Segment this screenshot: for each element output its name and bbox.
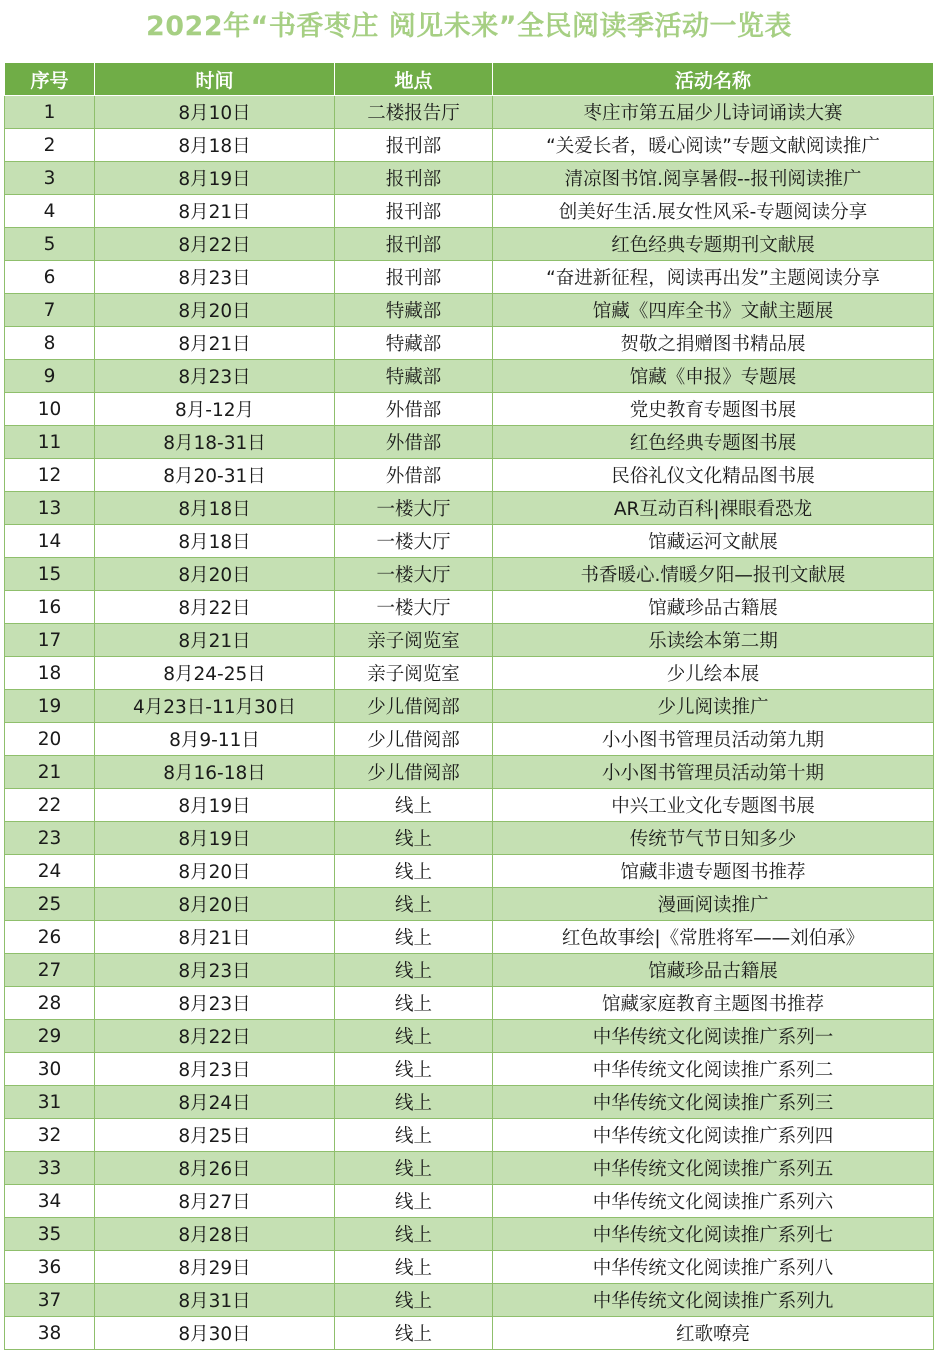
cell-activity: 中华传统文化阅读推广系列八 — [493, 1251, 934, 1284]
cell-date: 8月29日 — [95, 1251, 335, 1284]
cell-no: 12 — [5, 459, 95, 492]
cell-activity: AR互动百科|裸眼看恐龙 — [493, 492, 934, 525]
cell-location: 亲子阅览室 — [335, 624, 493, 657]
cell-no: 8 — [5, 327, 95, 360]
cell-activity: 小小图书管理员活动第十期 — [493, 756, 934, 789]
cell-no: 14 — [5, 525, 95, 558]
cell-no: 5 — [5, 228, 95, 261]
cell-location: 亲子阅览室 — [335, 657, 493, 690]
table-row — [5, 624, 934, 657]
cell-date: 8月21日 — [95, 327, 335, 360]
cell-activity: 民俗礼仪文化精品图书展 — [493, 459, 934, 492]
table-row — [5, 789, 934, 822]
table-row — [5, 1185, 934, 1218]
table-row — [5, 756, 934, 789]
cell-activity: 枣庄市第五届少儿诗词诵读大赛 — [493, 96, 934, 129]
cell-date: 8月22日 — [95, 228, 335, 261]
cell-no: 26 — [5, 921, 95, 954]
table-row — [5, 1152, 934, 1185]
cell-activity: 红色经典专题图书展 — [493, 426, 934, 459]
table-row — [5, 657, 934, 690]
cell-location: 报刊部 — [335, 129, 493, 162]
cell-date: 4月23日-11月30日 — [95, 690, 335, 723]
cell-date: 8月16-18日 — [95, 756, 335, 789]
table-row — [5, 459, 934, 492]
cell-activity: 中华传统文化阅读推广系列九 — [493, 1284, 934, 1317]
cell-location: 报刊部 — [335, 195, 493, 228]
cell-date: 8月23日 — [95, 261, 335, 294]
cell-no: 37 — [5, 1284, 95, 1317]
cell-location: 报刊部 — [335, 261, 493, 294]
cell-date: 8月18日 — [95, 492, 335, 525]
table-row — [5, 195, 934, 228]
table-row — [5, 1218, 934, 1251]
activity-schedule-table — [4, 62, 934, 1350]
cell-no: 34 — [5, 1185, 95, 1218]
table-row — [5, 1119, 934, 1152]
table-row — [5, 1020, 934, 1053]
cell-no: 11 — [5, 426, 95, 459]
table-row — [5, 393, 934, 426]
cell-activity: 中华传统文化阅读推广系列六 — [493, 1185, 934, 1218]
cell-activity: 中华传统文化阅读推广系列四 — [493, 1119, 934, 1152]
cell-date: 8月18日 — [95, 129, 335, 162]
cell-date: 8月-12月 — [95, 393, 335, 426]
cell-location: 线上 — [335, 855, 493, 888]
cell-no: 23 — [5, 822, 95, 855]
cell-location: 特藏部 — [335, 360, 493, 393]
cell-activity: 中华传统文化阅读推广系列五 — [493, 1152, 934, 1185]
cell-date: 8月19日 — [95, 822, 335, 855]
table-row — [5, 822, 934, 855]
cell-date: 8月19日 — [95, 162, 335, 195]
table-row — [5, 228, 934, 261]
cell-activity: 中华传统文化阅读推广系列七 — [493, 1218, 934, 1251]
cell-no: 3 — [5, 162, 95, 195]
cell-no: 30 — [5, 1053, 95, 1086]
cell-activity: “关爱长者，暖心阅读”专题文献阅读推广 — [493, 129, 934, 162]
cell-activity: 创美好生活.展女性风采-专题阅读分享 — [493, 195, 934, 228]
cell-no: 19 — [5, 690, 95, 723]
cell-activity: 馆藏《申报》专题展 — [493, 360, 934, 393]
cell-location: 报刊部 — [335, 162, 493, 195]
table-row — [5, 855, 934, 888]
cell-no: 1 — [5, 96, 95, 129]
table-row — [5, 1284, 934, 1317]
cell-activity: 中兴工业文化专题图书展 — [493, 789, 934, 822]
cell-date: 8月9-11日 — [95, 723, 335, 756]
table-row — [5, 921, 934, 954]
table-row — [5, 558, 934, 591]
cell-date: 8月27日 — [95, 1185, 335, 1218]
cell-no: 10 — [5, 393, 95, 426]
cell-date: 8月23日 — [95, 1053, 335, 1086]
cell-location: 线上 — [335, 1251, 493, 1284]
cell-date: 8月19日 — [95, 789, 335, 822]
table-row — [5, 690, 934, 723]
cell-no: 2 — [5, 129, 95, 162]
cell-date: 8月18日 — [95, 525, 335, 558]
cell-activity: 红歌嘹亮 — [493, 1317, 934, 1350]
table-row — [5, 129, 934, 162]
cell-no: 29 — [5, 1020, 95, 1053]
cell-no: 20 — [5, 723, 95, 756]
table-row — [5, 591, 934, 624]
cell-location: 外借部 — [335, 426, 493, 459]
cell-location: 线上 — [335, 1119, 493, 1152]
cell-date: 8月28日 — [95, 1218, 335, 1251]
cell-date: 8月21日 — [95, 624, 335, 657]
cell-activity: 馆藏《四库全书》文献主题展 — [493, 294, 934, 327]
cell-activity: 中华传统文化阅读推广系列二 — [493, 1053, 934, 1086]
cell-activity: 馆藏珍品古籍展 — [493, 954, 934, 987]
cell-no: 13 — [5, 492, 95, 525]
table-row — [5, 360, 934, 393]
page-title: 2022年“书香枣庄 阅见未来”全民阅读季活动一览表 — [145, 11, 793, 42]
cell-activity: 中华传统文化阅读推广系列一 — [493, 1020, 934, 1053]
table-row — [5, 1053, 934, 1086]
cell-location: 一楼大厅 — [335, 558, 493, 591]
cell-no: 36 — [5, 1251, 95, 1284]
cell-date: 8月22日 — [95, 1020, 335, 1053]
cell-location: 线上 — [335, 789, 493, 822]
table-row — [5, 96, 934, 129]
table-row — [5, 162, 934, 195]
cell-location: 外借部 — [335, 393, 493, 426]
cell-date: 8月20日 — [95, 294, 335, 327]
cell-date: 8月20-31日 — [95, 459, 335, 492]
cell-date: 8月26日 — [95, 1152, 335, 1185]
cell-location: 线上 — [335, 1218, 493, 1251]
cell-activity: 馆藏非遗专题图书推荐 — [493, 855, 934, 888]
cell-location: 外借部 — [335, 459, 493, 492]
table-row — [5, 426, 934, 459]
cell-no: 27 — [5, 954, 95, 987]
cell-date: 8月23日 — [95, 954, 335, 987]
cell-location: 特藏部 — [335, 327, 493, 360]
cell-date: 8月20日 — [95, 558, 335, 591]
cell-no: 38 — [5, 1317, 95, 1350]
cell-no: 35 — [5, 1218, 95, 1251]
cell-date: 8月24日 — [95, 1086, 335, 1119]
cell-location: 线上 — [335, 1086, 493, 1119]
cell-location: 一楼大厅 — [335, 591, 493, 624]
cell-location: 线上 — [335, 1317, 493, 1350]
cell-date: 8月25日 — [95, 1119, 335, 1152]
cell-no: 25 — [5, 888, 95, 921]
cell-activity: 书香暖心.情暖夕阳—报刊文献展 — [493, 558, 934, 591]
cell-no: 9 — [5, 360, 95, 393]
cell-location: 少儿借阅部 — [335, 756, 493, 789]
cell-activity: 红色经典专题期刊文献展 — [493, 228, 934, 261]
cell-date: 8月10日 — [95, 96, 335, 129]
cell-no: 17 — [5, 624, 95, 657]
cell-no: 7 — [5, 294, 95, 327]
cell-activity: 馆藏家庭教育主题图书推荐 — [493, 987, 934, 1020]
cell-location: 二楼报告厅 — [335, 96, 493, 129]
header-date: 时间 — [95, 63, 335, 96]
cell-location: 线上 — [335, 888, 493, 921]
cell-date: 8月22日 — [95, 591, 335, 624]
cell-activity: 中华传统文化阅读推广系列三 — [493, 1086, 934, 1119]
cell-location: 线上 — [335, 1284, 493, 1317]
table-row — [5, 987, 934, 1020]
cell-no: 6 — [5, 261, 95, 294]
cell-activity: 少儿绘本展 — [493, 657, 934, 690]
cell-location: 线上 — [335, 1020, 493, 1053]
cell-activity: 传统节气节日知多少 — [493, 822, 934, 855]
cell-activity: 红色故事绘|《常胜将军——刘伯承》 — [493, 921, 934, 954]
table-row — [5, 1086, 934, 1119]
table-row — [5, 888, 934, 921]
cell-activity: 小小图书管理员活动第九期 — [493, 723, 934, 756]
cell-location: 少儿借阅部 — [335, 690, 493, 723]
cell-location: 报刊部 — [335, 228, 493, 261]
cell-date: 8月23日 — [95, 360, 335, 393]
cell-activity: “奋进新征程，阅读再出发”主题阅读分享 — [493, 261, 934, 294]
cell-location: 线上 — [335, 921, 493, 954]
cell-location: 线上 — [335, 1053, 493, 1086]
cell-no: 32 — [5, 1119, 95, 1152]
table-row — [5, 1317, 934, 1350]
cell-date: 8月31日 — [95, 1284, 335, 1317]
table-row — [5, 327, 934, 360]
cell-date: 8月18-31日 — [95, 426, 335, 459]
table-row — [5, 261, 934, 294]
cell-no: 24 — [5, 855, 95, 888]
cell-no: 15 — [5, 558, 95, 591]
cell-location: 特藏部 — [335, 294, 493, 327]
table-header-row — [5, 63, 934, 96]
cell-no: 31 — [5, 1086, 95, 1119]
cell-location: 线上 — [335, 987, 493, 1020]
cell-activity: 漫画阅读推广 — [493, 888, 934, 921]
cell-no: 28 — [5, 987, 95, 1020]
table-row — [5, 1251, 934, 1284]
cell-activity: 馆藏运河文献展 — [493, 525, 934, 558]
table-row — [5, 723, 934, 756]
header-location: 地点 — [335, 63, 493, 96]
table-row — [5, 954, 934, 987]
table-row — [5, 294, 934, 327]
cell-activity: 党史教育专题图书展 — [493, 393, 934, 426]
cell-location: 线上 — [335, 1152, 493, 1185]
cell-date: 8月21日 — [95, 195, 335, 228]
cell-no: 33 — [5, 1152, 95, 1185]
cell-activity: 乐读绘本第二期 — [493, 624, 934, 657]
cell-date: 8月21日 — [95, 921, 335, 954]
cell-no: 18 — [5, 657, 95, 690]
cell-no: 4 — [5, 195, 95, 228]
cell-date: 8月20日 — [95, 888, 335, 921]
cell-date: 8月30日 — [95, 1317, 335, 1350]
cell-activity: 少儿阅读推广 — [493, 690, 934, 723]
cell-no: 21 — [5, 756, 95, 789]
table-body — [5, 96, 934, 1350]
cell-no: 22 — [5, 789, 95, 822]
cell-location: 少儿借阅部 — [335, 723, 493, 756]
cell-activity: 清凉图书馆.阅享暑假--报刊阅读推广 — [493, 162, 934, 195]
cell-location: 一楼大厅 — [335, 525, 493, 558]
cell-location: 线上 — [335, 954, 493, 987]
table-row — [5, 525, 934, 558]
header-no: 序号 — [5, 63, 95, 96]
cell-activity: 馆藏珍品古籍展 — [493, 591, 934, 624]
cell-date: 8月23日 — [95, 987, 335, 1020]
cell-activity: 贺敬之捐赠图书精品展 — [493, 327, 934, 360]
header-activity: 活动名称 — [493, 63, 934, 96]
cell-no: 16 — [5, 591, 95, 624]
cell-location: 线上 — [335, 822, 493, 855]
cell-date: 8月24-25日 — [95, 657, 335, 690]
table-row — [5, 492, 934, 525]
cell-location: 线上 — [335, 1185, 493, 1218]
cell-location: 一楼大厅 — [335, 492, 493, 525]
cell-date: 8月20日 — [95, 855, 335, 888]
